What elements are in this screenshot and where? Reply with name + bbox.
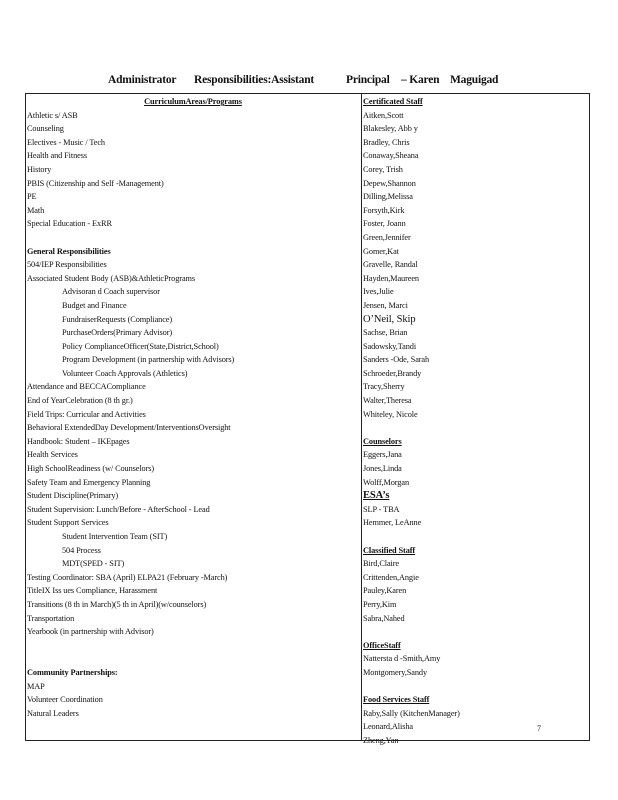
staff-name: Eggers,Jana [363,450,402,460]
curriculum-item: Math [27,205,45,215]
responsibility-subitem: Advisoran d Coach supervisor [62,287,160,297]
staff-name: Blakesley, Abb y [363,124,418,134]
responsibility-subitem: MDT(SPED - SIT) [62,559,125,569]
community-heading: Community Partnerships: [27,667,118,677]
curriculum-item: History [27,164,52,174]
staff-name: Bradley, Chris [363,137,410,147]
responsibility-subitem: Policy ComplianceOfficer(State,District,School) [62,341,219,351]
title-part-principal: Principal [346,74,390,86]
staff-name: Hayden,Maureen [363,273,419,283]
spacer [363,421,587,435]
staff-name: Sadowsky,Tandi [363,341,417,351]
responsibility-item: Transportation [27,613,75,623]
staff-name: Sabra,Nahed [363,613,405,623]
staff-name: Jones,Linda [363,464,402,474]
spacer [27,639,359,666]
staff-name: Wolff,Morgan [363,477,409,487]
spacer [27,231,359,245]
counselors-heading: Counselors [363,436,402,446]
spacer [363,530,587,544]
responsibility-item: Student Discipline(Primary) [27,491,119,501]
general-heading: General Responsibilities [27,246,111,256]
community-list [27,680,359,721]
staff-name: Zheng,Yan [363,735,399,745]
responsibility-item: Student Supervision: Lunch/Before - AfterSchool - Lead [27,504,210,514]
esa-heading: ESA’s [363,490,390,502]
staff-name: Foster, Joann [363,219,406,229]
certificated-list-2 [363,326,587,421]
staff-name: Schroeder,Brandy [363,368,422,378]
curriculum-item: PE [27,192,37,202]
staff-name: Dilling,Melissa [363,192,413,202]
staff-name: Gravelle, Randal [363,260,418,270]
staff-name-oneil: O’Neil, Skip [363,313,416,325]
office-list [363,652,587,679]
left-column [27,95,359,720]
staff-name: Sachse, Brian [363,328,408,338]
responsibility-subitem: Budget and Finance [62,300,127,310]
responsibility-item: 504/IEP Responsibilities [27,260,107,270]
responsibility-item: Transitions (8 th in March)(5 th in April)(w/counselors) [27,599,207,609]
office-heading: OfficeStaff [363,640,401,650]
staff-name: Perry,Kim [363,599,397,609]
responsibility-item: High SchoolReadiness (w/ Counselors) [27,464,155,474]
responsibility-item: Testing Coordinator: SBA (April) ELPA21 (February -March) [27,572,228,582]
responsibility-item: Behavioral ExtendedDay Development/InterventionsOversight [27,423,231,433]
staff-name: Jensen, Marci [363,300,408,310]
general-list-pre [27,258,359,285]
staff-name: Walter,Theresa [363,396,412,406]
curriculum-list [27,109,359,231]
classified-heading: Classified Staff [363,545,416,555]
staff-name: Crittenden,Angie [363,572,419,582]
spacer [363,625,587,639]
responsibility-subitem: Volunteer Coach Approvals (Athletics) [62,368,188,378]
staff-name: Green,Jennifer [363,232,411,242]
responsibility-subitem: PurchaseOrders(Primary Advisor) [62,328,173,338]
staff-name: Gomer,Kat [363,246,399,256]
staff-name: Ives,Julie [363,287,394,297]
community-item: MAP [27,681,45,691]
certificated-heading: Certificated Staff [363,97,423,106]
title-part-karen: – Karen [401,74,440,86]
responsibility-subitem: Program Development (in partnership with Advisors) [62,355,235,365]
staff-name: Whiteley, Nicole [363,409,418,419]
curriculum-item: Health and Fitness [27,151,87,161]
title-part-maguigad: Maguigad [450,74,499,86]
food-list [363,707,587,748]
esa-list [363,503,587,530]
responsibility-item: Safety Team and Emergency Planning [27,477,151,487]
responsibility-item: Handbook: Student – IKEpages [27,436,130,446]
staff-name: Aitken,Scott [363,110,404,120]
curriculum-item: Athletic s/ ASB [27,110,78,120]
curriculum-item: Special Education - ExRR [27,219,112,229]
staff-name: Forsyth,Kirk [363,205,405,215]
staff-name: Montgomery,Sandy [363,667,428,677]
responsibility-item: Yearbook (in partnership with Advisor) [27,627,154,637]
curriculum-item: Counseling [27,124,64,134]
responsibility-item: TitleIX Iss ues Compliance, Harassment [27,586,158,596]
staff-name: Nattersta d -Smith,Amy [363,654,441,664]
staff-name: Conaway,Sheana [363,151,419,161]
responsibility-item: Student Support Services [27,518,109,528]
certificated-list [363,109,587,313]
staff-name: Hemmer, LeAnne [363,518,422,528]
staff-name: Leonard,Alisha [363,722,413,732]
counselors-list [363,448,587,489]
support-sublist [27,530,359,571]
food-heading: Food Services Staff [363,695,430,705]
responsibility-item: Attendance and BECCACompliance [27,382,146,392]
page-number: 7 [537,724,541,733]
community-item: Volunteer Coordination [27,695,103,705]
staff-name: Tracy,Sherry [363,382,405,392]
classified-list [363,557,587,625]
right-column [363,95,587,748]
responsibility-item: Field Trips: Curricular and Activities [27,409,146,419]
general-list-mid [27,380,359,530]
spacer [363,680,587,694]
responsibility-item: End of YearCelebration (8 th gr.) [27,396,133,406]
community-item: Natural Leaders [27,708,79,718]
responsibility-subitem: 504 Process [62,545,101,555]
curriculum-heading: CurriculumAreas/Programs [144,97,242,106]
responsibility-item: Associated Student Body (ASB)&AthleticPrograms [27,273,196,283]
responsibility-subitem: Student Intervention Team (SIT) [62,532,168,541]
curriculum-item: PBIS (Citizenship and Self -Management) [27,178,164,188]
title-part-responsibilities: Responsibilities:Assistant [194,74,315,86]
staff-name: Corey, Trish [363,164,403,174]
column-divider [361,93,362,741]
title-part-administrator: Administrator [108,74,177,86]
curriculum-item: Electives - Music / Tech [27,137,105,147]
responsibility-item: Health Services [27,450,78,460]
staff-name: Depew,Shannon [363,178,416,188]
staff-name: Raby,Sally (KitchenManager) [363,708,460,718]
staff-name: Pauley,Karen [363,586,407,596]
general-list-post [27,571,359,639]
responsibility-subitem: FundraiserRequests (Compliance) [62,314,173,324]
staff-name: Sanders -Ode, Sarah [363,355,430,365]
staff-name: SLP - TBA [363,504,400,514]
asb-sublist [27,285,359,380]
staff-name: Bird,Claire [363,559,399,569]
